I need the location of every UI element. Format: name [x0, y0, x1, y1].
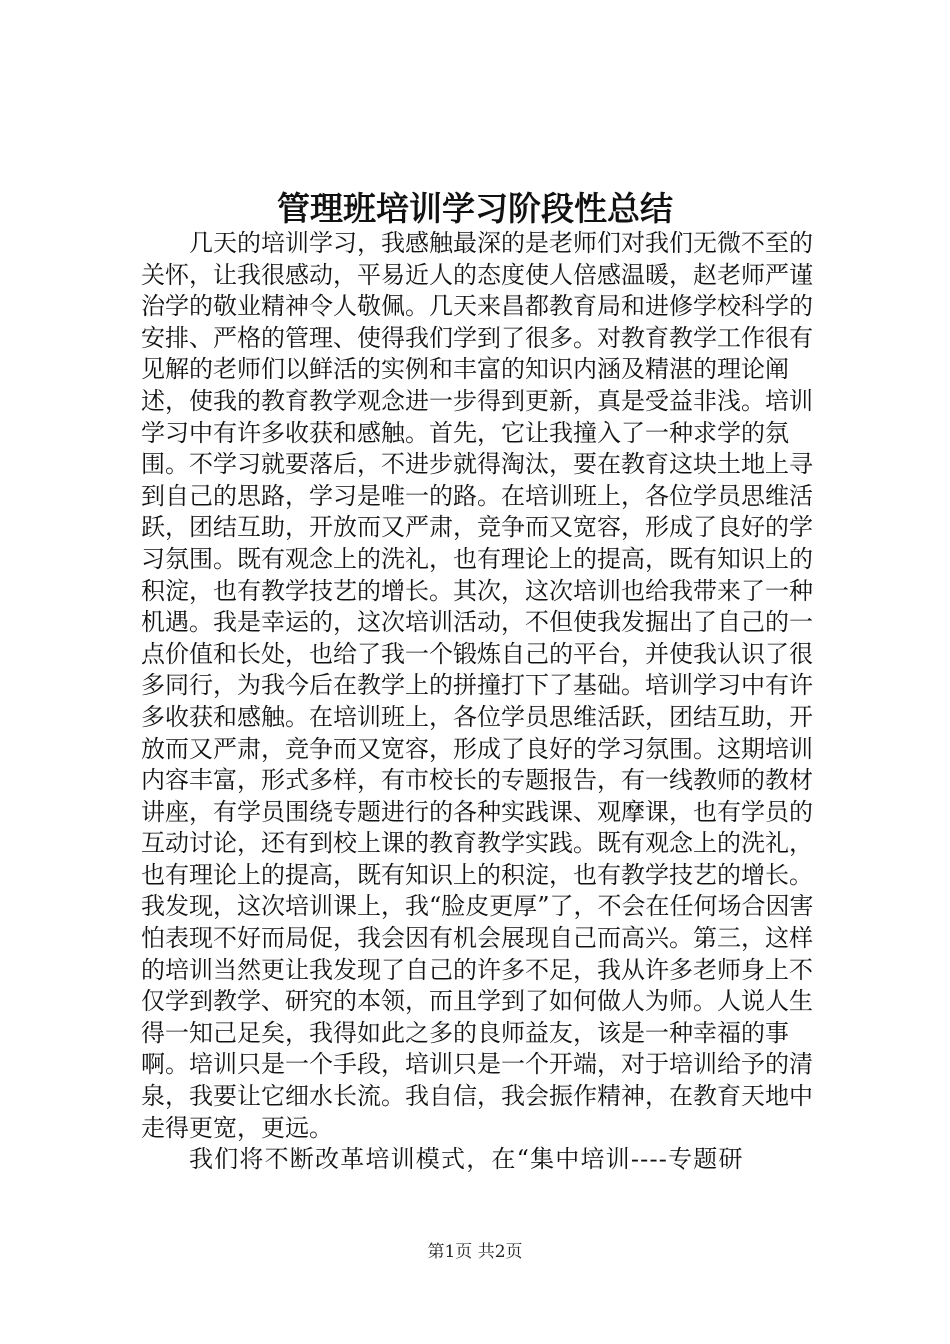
- document-body: [141, 228, 831, 1176]
- body-paragraph-1: 几天的培训学习，我感触最深的是老师们对我们无微不至的关怀，让我很感动，平易近人的态度使人倍感温暖，赵老师严谨治学的敬业精神令人敬佩。几天来昌都教育局和进修学校科学的安排、严格的管理、使得我们学到了很多。对教育教学工作很有见解的老师们以鲜活的实例和丰富的知识内涵及精湛的理论阐述，使我的教育教学观念进一步得到更新，真是受益非浅。培训学习中有许多收获和感触。首先，它让我撞入了一种求学的氛围。不学习就要落后，不进步就得淘汰，要在教育这块土地上寻到自己的思路，学习是唯一的路。在培训班上，各位学员思维活跃，团结互助，开放而又严肃，竞争而又宽容，形成了良好的学习氛围。既有观念上的洗礼，也有理论上的提高，既有知识上的积淀，也有教学技艺的增长。其次，这次培训也给我带来了一种机遇。我是幸运的，这次培训活动，不但使我发掘出了自己的一点价值和长处，也给了我一个锻炼自己的平台，并使我认识了很多同行，为我今后在教学上的拼撞打下了基础。培训学习中有许多收获和感触。在培训班上，各位学员思维活跃，团结互助，开放而又严肃，竞争而又宽容，形成了良好的学习氛围。这期培训内容丰富，形式多样，有市校长的专题报告，有一线教师的教材讲座，有学员围绕专题进行的各种实践课、观摩课，也有学员的互动讨论，还有到校上课的教育教学实践。既有观念上的洗礼，也有理论上的提高，既有知识上的积淀，也有教学技艺的增长。我发现，这次培训课上，我“脸皮更厚”了，不会在任何场合因害怕表现不好而局促，我会因有机会展现自己而高兴。第三，这样的培训当然更让我发现了自己的许多不足，我从许多老师身上不仅学到教学、研究的本领，而且学到了如何做人为师。人说人生得一知己足矣，我得如此之多的良师益友，该是一种幸福的事啊。培训只是一个手段，培训只是一个开端，对于培训给予的清泉，我要让它细水长流。我自信，我会振作精神，在教育天地中走得更宽，更远。: [141, 229, 814, 1142]
- body-paragraph-2: 我们将不断改革培训模式，在“集中培训----专题研: [189, 1145, 744, 1174]
- document-title: 管理班培训学习阶段性总结: [277, 189, 673, 228]
- page-number-footer: 第1页 共2页: [427, 1242, 523, 1262]
